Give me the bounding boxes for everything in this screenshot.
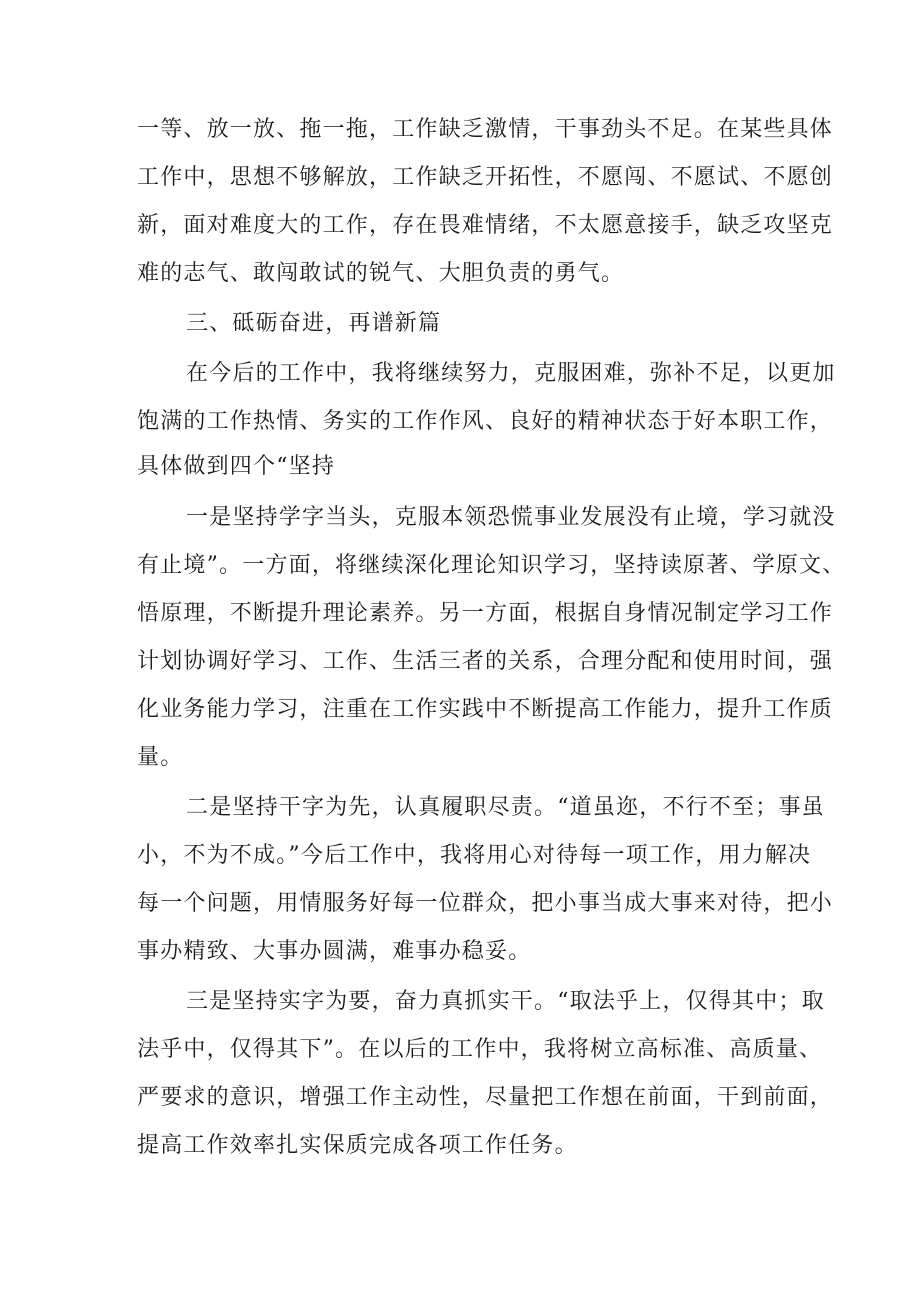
text-line-4: 难的志气、敢闯敢试的锐气、大胆负责的勇气。: [137, 261, 625, 286]
section-heading: 三、砥砺奋进，再谱新篇: [186, 311, 442, 336]
text-line-15: 二是坚持干字为先，认真履职尽责。“道虽迩，不行不至；事虽: [186, 795, 825, 820]
text-line-1: 一等、放一放、拖一拖，工作缺乏激情，干事劲头不足。在某些具体: [137, 117, 834, 142]
text-line-17: 每一个问题，用情服务好每一位群众，把小事当成大事来对待，把小: [137, 891, 834, 916]
text-line-6: 在今后的工作中，我将继续努力，克服困难，弥补不足，以更加: [186, 361, 836, 386]
text-line-3: 新，面对难度大的工作，存在畏难情绪，不太愿意接手，缺乏攻坚克: [137, 213, 834, 238]
text-line-21: 严要求的意识，增强工作主动性，尽量把工作想在前面，干到前面，: [137, 1085, 834, 1110]
text-line-16: 小，不为不成。”今后工作中，我将用心对待每一项工作，用力解决: [137, 843, 812, 868]
text-line-11: 悟原理，不断提升理论素养。另一方面，根据自身情况制定学习工作: [137, 601, 834, 626]
text-line-19: 三是坚持实字为要，奋力真抓实干。“取法乎上，仅得其中；取: [186, 989, 825, 1014]
text-line-9: 一是坚持学字当头，克服本领恐慌事业发展没有止境，学习就没: [186, 505, 836, 530]
text-line-14: 量。: [137, 745, 184, 770]
text-line-18: 事办精致、大事办圆满，难事办稳妥。: [137, 939, 532, 964]
text-line-20: 法乎中，仅得其下”。在以后的工作中，我将树立高标准、高质量、: [137, 1037, 823, 1062]
text-line-22: 提高工作效率扎实保质完成各项工作任务。: [137, 1133, 578, 1158]
text-line-10: 有止境”。一方面，将继续深化理论知识学习，坚持读原著、学原文、: [137, 553, 846, 578]
text-line-2: 工作中，思想不够解放，工作缺乏开拓性，不愿闯、不愿试、不愿创: [137, 165, 834, 190]
text-line-12: 计划协调好学习、工作、生活三者的关系，合理分配和使用时间，强: [137, 649, 834, 674]
text-line-8: 具体做到四个“坚持: [137, 454, 336, 479]
text-line-13: 化业务能力学习，注重在工作实践中不断提高工作能力，提升工作质: [137, 697, 834, 722]
text-line-7: 饱满的工作热情、务实的工作作风、良好的精神状态于好本职工作，: [137, 409, 834, 434]
